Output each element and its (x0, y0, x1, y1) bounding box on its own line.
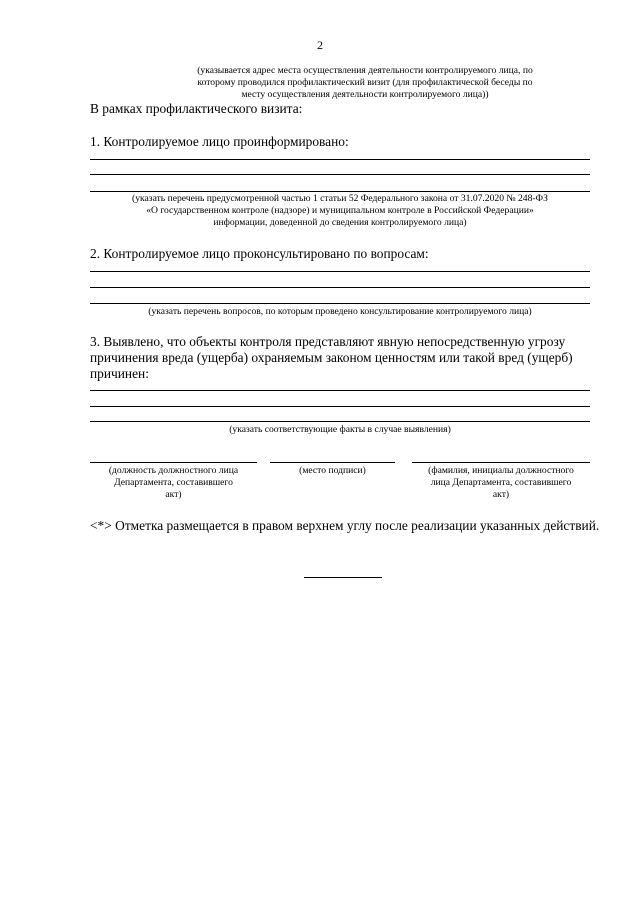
section1-note (90, 193, 590, 229)
address-note-line: которому проводился профилактический визит (для профилактической беседы по (197, 77, 533, 88)
signature-caption-line: (должность должностного лица (108, 465, 239, 476)
page-number: 2 (317, 38, 323, 52)
signature-caption-line: (фамилия, инициалы должностного (428, 465, 574, 476)
section3-heading (90, 334, 590, 382)
section1-note-line: «О государственном контроле (надзоре) и муниципальном контроле в Российской Федерации» (146, 205, 534, 216)
section3-note: (указать соответствующие факты в случае выявления) (229, 424, 451, 435)
signature-caption-line: акт) (165, 489, 182, 500)
section3-heading-line: причинен: (90, 366, 149, 381)
signature-caption-line: акт) (492, 489, 510, 500)
signature-caption-line: лица Департамента, составившего (430, 477, 572, 488)
address-note-line: (указывается адрес места осуществления деятельности контролируемого лица, по (197, 65, 533, 76)
fill-line (90, 271, 590, 272)
fill-line (90, 406, 590, 407)
fill-line (90, 287, 590, 288)
section1-note-line: (указать перечень предусмотренной частью 1 статьи 52 Федерального закона от 31.07.2020 № 248-ФЗ (132, 193, 548, 204)
signature-name-caption (412, 465, 590, 501)
section1-heading: 1. Контролируемое лицо проинформировано: (90, 134, 349, 149)
section3-heading-line: причинения вреда (ущерба) охраняемым законом ценностям или такой вред (ущерб) (90, 350, 573, 365)
signature-place-caption: (место подписи) (299, 465, 366, 476)
section2-note: (указать перечень вопросов, по которым проведено консультирование контролируемого лица) (148, 306, 532, 317)
fill-line (90, 303, 590, 304)
signature-position-caption (90, 465, 257, 501)
signature-caption-line: Департамента, составившего (114, 477, 233, 488)
signature-line-position (90, 462, 257, 463)
intro-text: В рамках профилактического визита: (90, 101, 303, 116)
closing-separator (304, 577, 382, 578)
fill-line (90, 390, 590, 391)
address-note-line: месту осуществления деятельности контролируемого лица)) (241, 89, 489, 100)
fill-line (90, 191, 590, 192)
section2-heading: 2. Контролируемое лицо проконсультировано по вопросам: (90, 246, 429, 261)
section3-heading-line: 3. Выявлено, что объекты контроля представляют явную непосредственную угрозу (90, 334, 566, 349)
fill-line (90, 159, 590, 160)
fill-line (90, 421, 590, 422)
footnote: <*> Отметка размещается в правом верхнем углу после реализации указанных действий. (90, 518, 600, 533)
section1-note-line: информации, доведенной до сведения контролируемого лица) (213, 217, 467, 228)
fill-line (90, 174, 590, 175)
address-note (160, 65, 570, 101)
signature-line-place (270, 462, 395, 463)
signature-line-name (412, 462, 590, 463)
